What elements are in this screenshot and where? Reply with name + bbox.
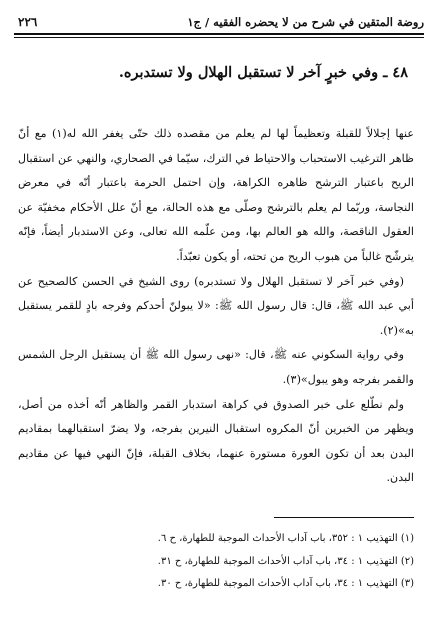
book-title: روضة المتقين في شرح من لا يحضره الفقيه / ج١ [187, 15, 424, 29]
footnote: (٣) التهذيب ١ : ٣٤، باب آداب الأحداث الموجبة للطهارة، ح ٣٠. [157, 578, 414, 589]
running-header [14, 12, 424, 32]
paragraph: عنها إجلالاً للقبلة وتعظيماً لها لم يعلم من مقصده ذلك حتّى يغفر الله له(١) مع أنّ ظاهر الترغيب الاستحباب والاحتياط في الترك، سيّما في الصحاري، والنهي عن استقبال الريح باعتبار الترشح ظاهره الكراهة، وإن احتمل الحرمة باعتبار أنّه في معرض النجاسة، وربّما لم يعلم بالترشح وصلّى مع هذه الحالة، مع أنّ علل الأحكام مخفيّة عن العقول الناقصة، والله هو العالم بها، ومن علّمه الله تعالى، وعن الاستدبار أيضاً، فإنّه يترشّح غالباً من هبوب الريح من تحته، أو يكون تعبّداً. [18, 127, 414, 263]
page-number: ٢٢٦ [18, 15, 38, 29]
header-rule [14, 33, 424, 35]
paragraph: (وفي خبر آخر لا تستقبل الهلال ولا تستدبره) روى الشيخ في الحسن كالصحيح عن أبي عبد الله ﷺ، قال: قال رسول الله ﷺ: «لا يبولنّ أحدكم وفرجه بادٍ للقمر يستقبل به»(٢). [18, 274, 414, 337]
commentary-body [18, 122, 414, 491]
hadith-heading: ٤٨ ـ وفي خبرٍ آخر لا تستقبل الهلال ولا تستدبره. [118, 64, 408, 81]
footnote-separator [274, 517, 414, 518]
footnote: (٢) التهذيب ١ : ٣٤، باب آداب الأحداث الموجبة للطهارة، ح ٣١. [157, 555, 414, 567]
header-rule-thin [14, 37, 424, 38]
paragraph: ولم نطّلع على خبر الصدوق في كراهة استدبار القمر والظاهر أنّه أخذه من أصل، ويظهر من الخبرين أنّ المكروه استقبال النيرين بفرجه، ولا يضرّ استقبالهما بمقاديم البدن بعد أن تكون العورة مستورة عنهما، بخلاف القبلة، فإنّ النهي فيها عن مقاديم البدن. [18, 397, 414, 485]
footnotes [18, 528, 414, 596]
paragraph: وفي رواية السكوني عنه ﷺ، قال: «نهى رسول الله ﷺ أن يستقبل الرجل الشمس والقمر بفرجه وهو يبول»(٣). [18, 348, 414, 386]
footnote: (١) التهذيب ١ : ٣٥٢، باب آداب الأحداث الموجبة للطهارة، ح ٦. [157, 533, 414, 544]
